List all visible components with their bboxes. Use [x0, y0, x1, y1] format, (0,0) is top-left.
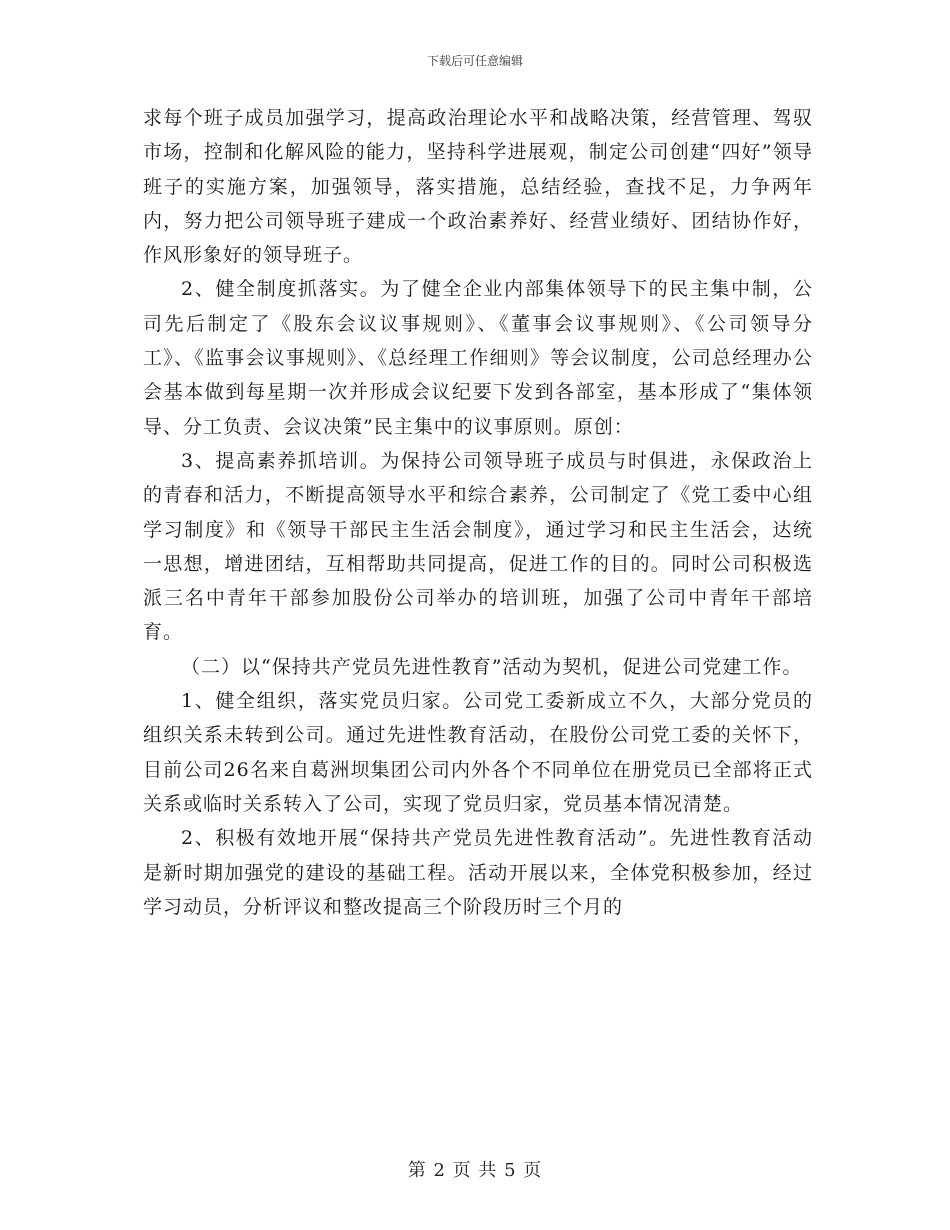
paragraph-2: 2、健全制度抓落实。为了健全企业内部集体领导下的民主集中制，公司先后制定了《股东会议议事规则》、《董事会议事规则》、《公司领导分工》、《监事会议事规则》、《总经理工作细则》等会议制度，公司总经理办公会基本做到每星期一次并形成会议纪要下发到各部室，基本形成了“集体领导、分工负责、会议决策”民主集中的议事原则。原创： [143, 278, 813, 438]
page-footer: 第 2 页 共 5 页 [407, 1160, 543, 1181]
paragraph-5: 1、健全组织，落实党员归家。公司党工委新成立不久，大部分党员的组织关系未转到公司。通过先进性教育活动，在股份公司党工委的关怀下，目前公司26名来自葛洲坝集团公司内外各个不同单位在册党员已全部将正式关系或临时关系转入了公司，实现了党员归家，党员基本情况清楚。 [143, 690, 813, 815]
paragraph-1: 求每个班子成员加强学习，提高政治理论水平和战略决策，经营管理、驾驭市场，控制和化解风险的能力，坚持科学进展观，制定公司创建“四好”领导班子的实施方案，加强领导，落实措施，总结经验，查找不足，力争两年内，努力把公司领导班子建成一个政治素养好、经营业绩好、团结协作好，作风形象好的领导班子。 [143, 107, 813, 267]
paragraph-6: 2、积极有效地开展“保持共产党员先进性教育活动”。先进性教育活动是新时期加强党的建设的基础工程。活动开展以来，全体党积极参加，经过学习动员，分析评议和整改提高三个阶段历时三个月的 [143, 827, 813, 918]
paragraph-4: （二）以“保持共产党员先进性教育”活动为契机，促进公司党建工作。 [181, 655, 803, 678]
document-body [143, 101, 813, 924]
paragraph-3: 3、提高素养抓培训。为保持公司领导班子成员与时俱进，永保政治上的青春和活力，不断提高领导水平和综合素养，公司制定了《党工委中心组学习制度》和《领导干部民主生活会制度》，通过学习和民主生活会，达统一思想，增进团结，互相帮助共同提高，促进工作的目的。同时公司积极选派三名中青年干部参加股份公司举办的培训班，加强了公司中青年干部培育。 [143, 449, 813, 644]
page-header: 下载后可任意编辑 [426, 54, 523, 68]
